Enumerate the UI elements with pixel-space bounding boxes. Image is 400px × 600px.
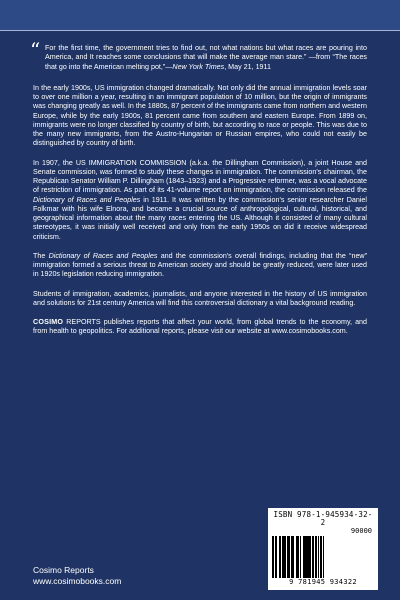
barcode-bar <box>323 536 324 578</box>
quote-source: New York Times <box>172 62 225 71</box>
cover-text <box>30 38 368 347</box>
paragraph-3-title: Dictionary of Races and Peoples <box>48 251 158 260</box>
paragraph-3-b: and the commission's overall findings, including that the “new” immigration formed a serious threat to American society and should be greatly reduced, were later used in 1920s legislation reducing immigration. <box>33 251 367 279</box>
publisher-block <box>33 565 121 587</box>
paragraph-5 <box>33 318 367 337</box>
brand-name: COSIMO <box>33 318 64 326</box>
paragraph-5-rest: REPORTS publishes reports that affect your world, from global trends to the economy, and from health to geopolitics. For additional reports, please visit our website at www.cosimobooks.com. <box>33 318 367 336</box>
paragraph-4: Students of immigration, academics, journalists, and anyone interested in the history of US immigration and solutions for 21st century America will find this controversial dictionary a vital background reading. <box>33 289 367 307</box>
publisher-website: www.cosimobooks.com <box>33 576 122 586</box>
paragraph-2 <box>33 159 367 242</box>
pull-quote <box>30 38 368 72</box>
barcode-bars <box>272 536 374 578</box>
paragraph-1: In the early 1900s, US immigration changed dramatically. Not only did the annual immigration levels soar to over one million a year, resulting in an immigrant population of 10 million, but the origin of immigrants was changing greatly as well. In the 1880s, 87 percent of the immigrants came from northern and western Europe, while by the early 1900s, 81 percent came from southern and eastern Europe. From 1899 on, immigrants were no longer classified by country of birth, but according to race or people. This was due to the many new immigrants, from the Austro-Hungarian or Russian empires, who could not easily be distinguished by country of birth. <box>33 83 367 148</box>
quote-text: For the first time, the government tries to find out, not what nations but what races are pouring into America, and It reaches some conclusions that will make the average man stare.” <box>45 44 367 62</box>
top-band <box>0 0 400 31</box>
isbn-label: ISBN 978-1-945934-32-2 <box>273 510 373 527</box>
quote-attribution-prefix: —from “The races that go into the American melting pot,”— <box>45 53 368 71</box>
publisher-name: Cosimo Reports <box>33 565 94 575</box>
quote-mark: “ <box>30 38 41 62</box>
quote-date: , May 21, 1911 <box>224 62 271 71</box>
barcode-number: 9 781945 934322 <box>289 578 357 586</box>
paragraph-2-a: In 1907, the US IMMIGRATION COMMISSION (a.k.a. the Dillingham Commission), a joint House and Senate commission, was formed to study these changes in immigration. The commission's chairman, the Republican Senator William P. Dillingham (1843–1923) and a Progressive reformer, was a vocal advocate of restriction of immigration. As part of its 41-volume report on immigration, the commission released the <box>33 158 367 195</box>
paragraph-2-b: in 1911. It was written by the commission's senior researcher Daniel Folkmar with his wife Elnora, and became a crucial source of anthropological, cultural, historical, and geographical information about the many races entering the US. Although it consisted of many cultural stereotypes, it was initially well received and only from the early 1950s on did it receive widespread criticism. <box>33 195 367 241</box>
paragraph-3 <box>33 252 367 280</box>
paragraph-3-prefix: The <box>33 251 49 260</box>
isbn-barcode <box>268 508 378 590</box>
paragraph-2-title: Dictionary of Races and Peoples <box>33 195 141 204</box>
price-code: 90000 <box>350 527 372 535</box>
